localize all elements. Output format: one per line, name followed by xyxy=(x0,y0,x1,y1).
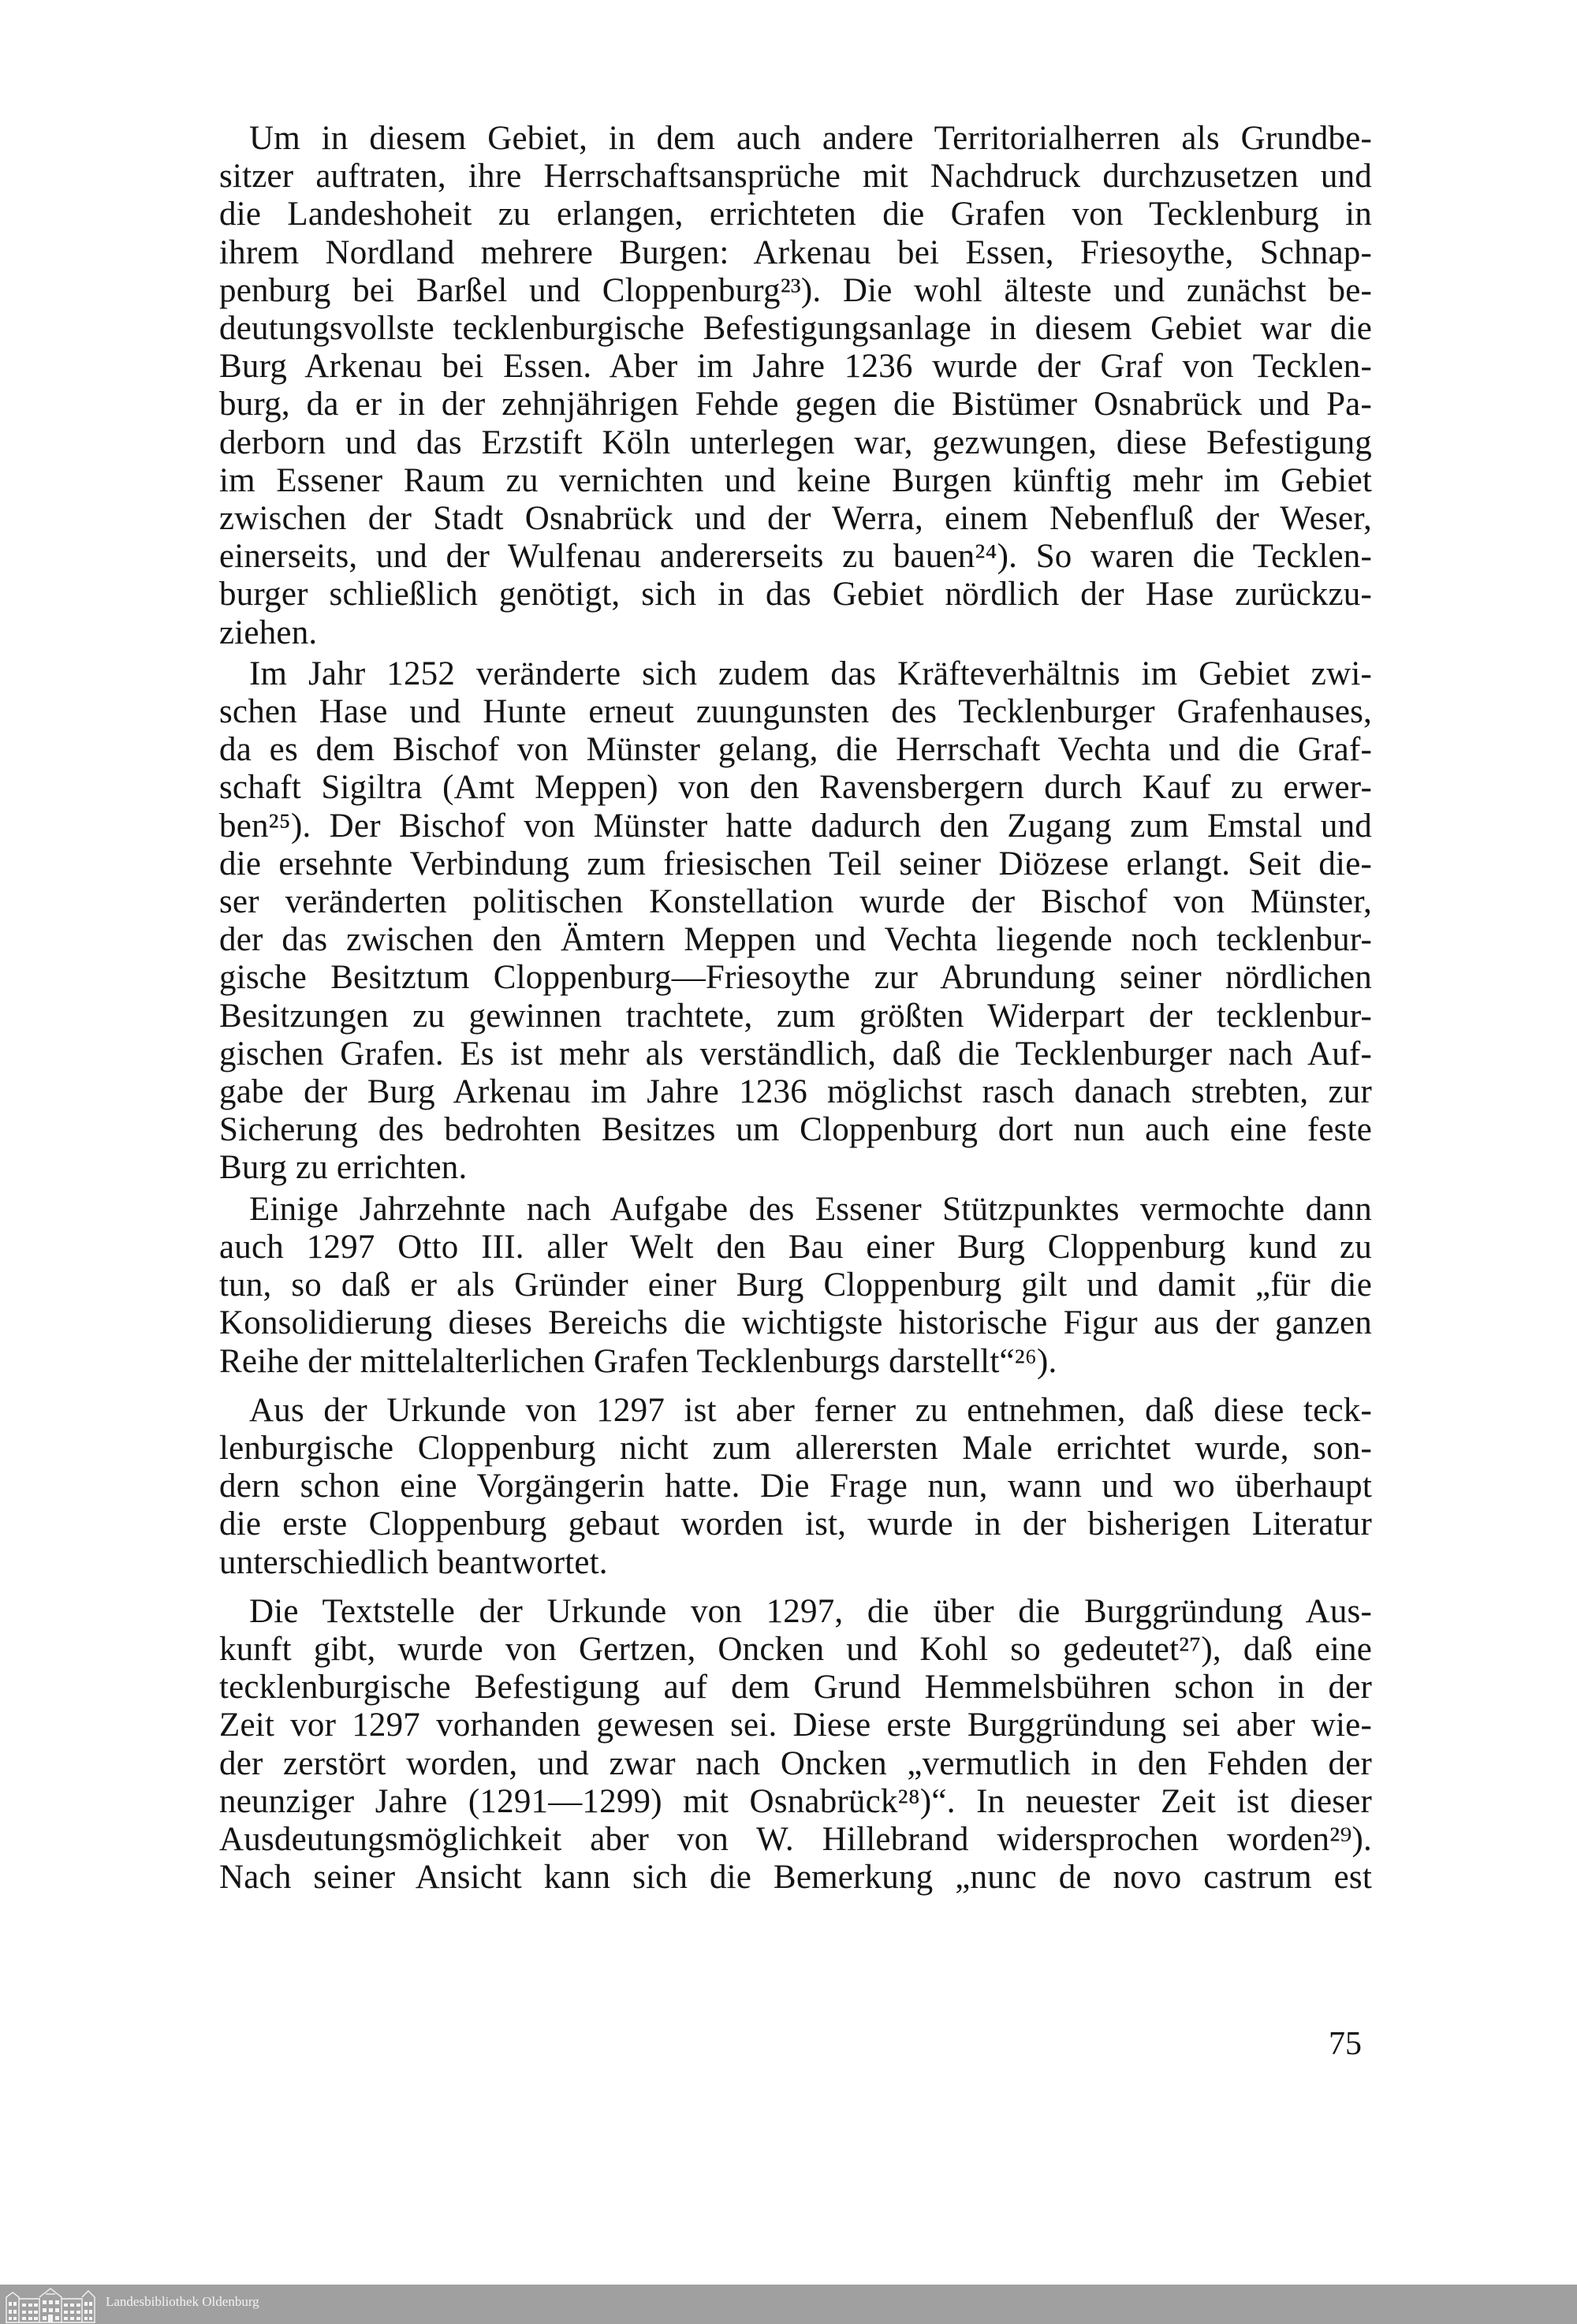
text-line: Reihe der mittelalterlichen Grafen Tecklenburgs darstellt“²⁶). xyxy=(219,1342,1057,1380)
text-line: kunft gibt, wurde von Gertzen, Oncken und Kohl so gedeutet²⁷), daß eine xyxy=(219,1630,1372,1668)
text-line: Um in diesem Gebiet, in dem auch andere Territorialherren als Grundbe- xyxy=(249,120,1372,157)
text-line: derborn und das Erzstift Köln unterlegen war, gezwungen, diese Befestigung xyxy=(219,423,1372,461)
text-line: Sicherung des bedrohten Besitzes um Cloppenburg dort nun auch eine feste xyxy=(219,1111,1372,1149)
text-line: einerseits, und der Wulfenau andererseits zu bauen²⁴). So waren die Tecklen- xyxy=(219,538,1372,576)
paragraph-4 xyxy=(219,1392,1372,1582)
text-line: die ersehnte Verbindung zum friesischen Teil seiner Diözese erlangt. Seit die- xyxy=(219,845,1372,882)
text-line: Ausdeutungsmöglichkeit aber von W. Hillebrand widersprochen worden²⁹). xyxy=(219,1820,1372,1858)
text-line: die erste Cloppenburg gebaut worden ist, wurde in der bisherigen Literatur xyxy=(219,1505,1372,1543)
text-line: deutungsvollste tecklenburgische Befestigungsanlage in diesem Gebiet war die xyxy=(219,310,1372,348)
text-line: Zeit vor 1297 vorhanden gewesen sei. Diese erste Burggründung sei aber wie- xyxy=(219,1707,1372,1744)
text-line: gischen Grafen. Es ist mehr als verständlich, daß die Tecklenburger nach Auf- xyxy=(219,1035,1372,1072)
text-line: burg, da er in der zehnjährigen Fehde gegen die Bistümer Osnabrück und Pa- xyxy=(219,386,1372,423)
text-line: penburg bei Barßel und Cloppenburg²³). Die wohl älteste und zunächst be- xyxy=(219,271,1372,309)
text-line: Aus der Urkunde von 1297 ist aber ferner zu entnehmen, daß diese teck- xyxy=(249,1391,1372,1429)
text-line: Im Jahr 1252 veränderte sich zudem das Kräfteverhältnis im Gebiet zwi- xyxy=(249,655,1372,692)
text-line: tecklenburgische Befestigung auf dem Grund Hemmelsbühren schon in der xyxy=(219,1669,1372,1707)
text-line: burger schließlich genötigt, sich in das Gebiet nördlich der Hase zurückzu- xyxy=(219,576,1372,614)
text-line: der das zwischen den Ämtern Meppen und Vechta liegende noch tecklenbur- xyxy=(219,921,1372,959)
text-line: zwischen der Stadt Osnabrück und der Werra, einem Nebenfluß der Weser, xyxy=(219,500,1372,538)
library-building-icon xyxy=(5,2286,96,2324)
body-text xyxy=(219,120,1372,1897)
text-line: ser veränderten politischen Konstellation wurde der Bischof von Münster, xyxy=(219,883,1372,921)
text-line: die Landeshoheit zu erlangen, errichteten die Grafen von Tecklenburg in xyxy=(219,196,1372,233)
paragraph-5 xyxy=(219,1593,1372,1897)
text-line: Burg Arkenau bei Essen. Aber im Jahre 1236 wurde der Graf von Tecklen- xyxy=(219,348,1372,386)
text-line: Konsolidierung dieses Bereichs die wichtigste historische Figur aus der ganzen xyxy=(219,1304,1372,1342)
text-line: Die Textstelle der Urkunde von 1297, die über die Burggründung Aus- xyxy=(249,1592,1372,1630)
page-number: 75 xyxy=(1329,2026,1362,2062)
text-line: auch 1297 Otto III. aller Welt den Bau einer Burg Cloppenburg kund zu xyxy=(219,1228,1372,1266)
text-line: gische Besitztum Cloppenburg—Friesoythe zur Abrundung seiner nördlichen xyxy=(219,959,1372,997)
text-line: lenburgische Cloppenburg nicht zum allerersten Male errichtet wurde, son- xyxy=(219,1429,1372,1467)
text-line: Burg zu errichten. xyxy=(219,1149,468,1187)
text-line: sitzer auftraten, ihre Herrschaftsansprüche mit Nachdruck durchzusetzen und xyxy=(219,158,1372,196)
text-line: schaft Sigiltra (Amt Meppen) von den Ravensbergern durch Kauf zu erwer- xyxy=(219,769,1372,807)
library-footer-bar xyxy=(0,2285,1577,2324)
text-line: dern schon eine Vorgängerin hatte. Die Frage nun, wann und wo überhaupt xyxy=(219,1468,1372,1505)
text-line: neunziger Jahre (1291—1299) mit Osnabrück²⁸)“. In neuester Zeit ist dieser xyxy=(219,1782,1372,1820)
paragraph-2 xyxy=(219,655,1372,1188)
text-line: ihrem Nordland mehrere Burgen: Arkenau bei Essen, Friesoythe, Schnap- xyxy=(219,233,1372,271)
library-name: Landesbibliothek Oldenburg xyxy=(106,2294,259,2309)
text-line: ben²⁵). Der Bischof von Münster hatte dadurch den Zugang zum Emstal und xyxy=(219,807,1372,845)
paragraph-3 xyxy=(219,1191,1372,1381)
text-line: im Essener Raum zu vernichten und keine Burgen künftig mehr im Gebiet xyxy=(219,461,1372,499)
text-line: ziehen. xyxy=(219,614,318,651)
text-line: tun, so daß er als Gründer einer Burg Cloppenburg gilt und damit „für die xyxy=(219,1266,1372,1304)
text-line: unterschiedlich beantwortet. xyxy=(219,1543,608,1581)
text-line: der zerstört worden, und zwar nach Oncken „vermutlich in den Fehden der xyxy=(219,1744,1372,1782)
text-line: gabe der Burg Arkenau im Jahre 1236 möglichst rasch danach strebten, zur xyxy=(219,1073,1372,1111)
text-line: Einige Jahrzehnte nach Aufgabe des Essener Stützpunktes vermochte dann xyxy=(249,1190,1372,1228)
text-line: Nach seiner Ansicht kann sich die Bemerkung „nunc de novo castrum est xyxy=(219,1859,1372,1897)
text-line: da es dem Bischof von Münster gelang, die Herrschaft Vechta und die Graf- xyxy=(219,731,1372,769)
paragraph-1 xyxy=(219,120,1372,652)
text-line: schen Hase und Hunte erneut zuungunsten des Tecklenburger Grafenhauses, xyxy=(219,693,1372,731)
text-line: Besitzungen zu gewinnen trachtete, zum größten Widerpart der tecklenbur- xyxy=(219,997,1372,1035)
